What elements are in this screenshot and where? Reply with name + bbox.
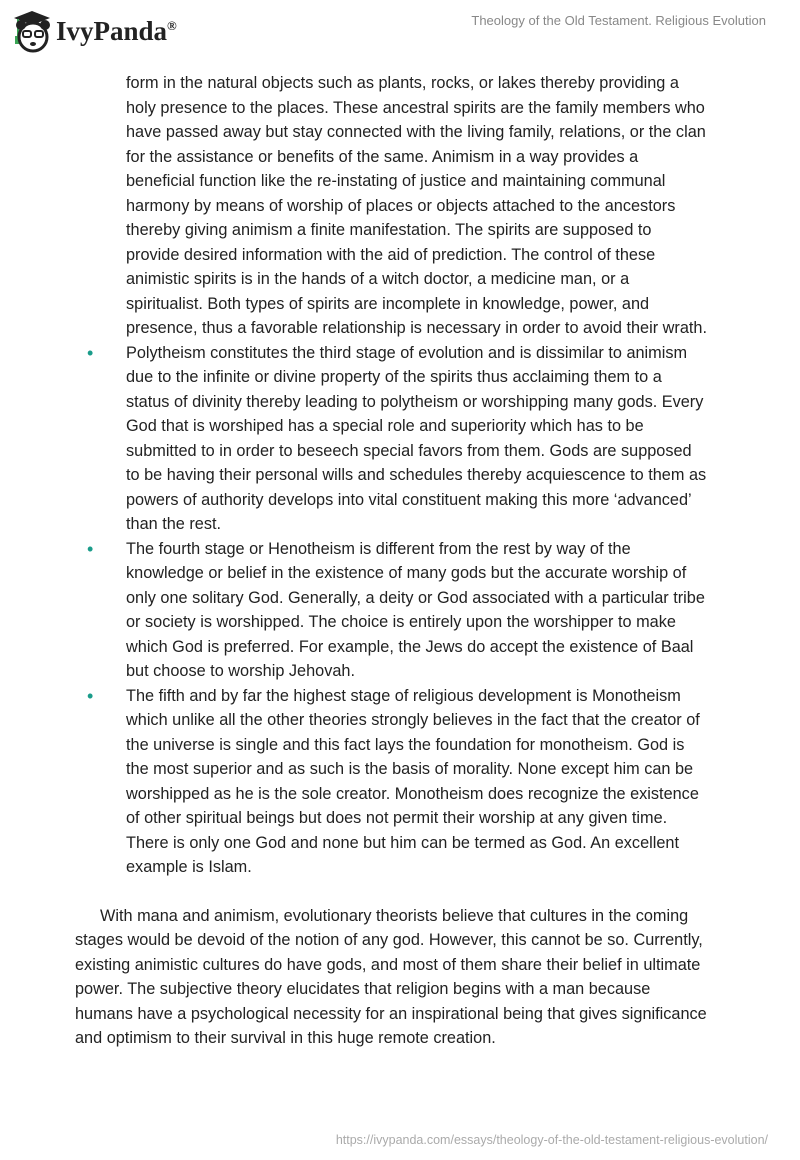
bullet-icon: • <box>87 342 94 363</box>
panda-graduate-icon <box>12 8 52 54</box>
text-line: stages would be devoid of the notion of any god. However, this cannot be so. Currently, <box>75 931 703 949</box>
text-line: and optimism to their survival in this huge remote creation. <box>75 1029 496 1047</box>
text-line: worshipped as he is the sole creator. Monotheism does recognize the existence <box>126 784 699 803</box>
list-item <box>0 537 800 684</box>
text-line: than the rest. <box>126 515 222 533</box>
text-line: but choose to worship Jehovah. <box>126 662 355 680</box>
text-line: of other spiritual beings but does not permit their worship at any given time. <box>126 809 668 827</box>
text-line: due to the infinite or divine property of the spirits thus acclaiming them to a <box>126 368 662 386</box>
text-line: powers of authority develops into vital constituent making this more ‘advanced’ <box>126 490 692 509</box>
text-line: form in the natural objects such as plants, rocks, or lakes thereby providing a <box>126 74 679 92</box>
text-line: submitted to in order to beseech special favors from them. Gods are supposed <box>126 441 692 460</box>
text-line: knowledge or belief in the existence of many gods but the accurate worship of <box>126 564 687 582</box>
text-line: thereby giving animism a finite manifestation. The spirits are supposed to <box>126 221 652 239</box>
bullet-icon: • <box>87 685 94 706</box>
text-line: harmony by means of worship of places or objects attached to the ancestors <box>126 196 676 215</box>
body-paragraph <box>0 904 800 1051</box>
text-line: humans have a psychological necessity for an inspirational being that gives significance <box>75 1004 707 1023</box>
text-line: The fifth and by far the highest stage of religious development is Monotheism <box>126 686 681 705</box>
document-title: Theology of the Old Testament. Religious Evolution <box>471 13 766 28</box>
list-item <box>0 341 800 537</box>
text-line: only one solitary God. Generally, a deity or God associated with a particular tribe <box>126 588 705 607</box>
text-line: the most superior and as such is the basis of morality. None except him can be <box>126 760 694 778</box>
stages-list <box>0 341 800 880</box>
ivypanda-logo[interactable] <box>12 8 177 54</box>
logo-text: IvyPanda® <box>56 15 177 46</box>
text-line: presence, thus a favorable relationship is necessary in order to avoid their wrath. <box>126 319 708 337</box>
text-line: have passed away but stay connected with the living family, relations, or the clan <box>126 123 706 141</box>
text-line: to be having their personal wills and schedules thereby acquiescence to them as <box>126 466 707 484</box>
text-line: holy presence to the places. These ancestral spirits are the family members who <box>126 98 705 117</box>
bullet-icon: • <box>87 538 94 559</box>
text-line: There is only one God and none but him can be termed as God. An excellent <box>126 833 679 852</box>
continuation-paragraph <box>0 71 800 341</box>
text-line: which unlike all the other theories strongly believes in the fact that the creator of <box>126 711 700 729</box>
text-line: With mana and animism, evolutionary theorists believe that cultures in the coming <box>100 906 689 925</box>
text-line: The fourth stage or Henotheism is different from the rest by way of the <box>126 539 631 558</box>
text-line: existing animistic cultures do have gods, and most of them share their belief in ultimate <box>75 955 701 974</box>
text-line: provide desired information with the aid of prediction. The control of these <box>126 245 656 264</box>
text-line: animistic spirits is in the hands of a witch doctor, a medicine man, or a <box>126 270 630 288</box>
text-line: which God is preferred. For example, the Jews do accept the existence of Baal <box>126 637 694 656</box>
text-line: power. The subjective theory elucidates that religion begins with a man because <box>75 980 651 998</box>
text-line: status of divinity thereby leading to polytheism or worshipping many gods. Every <box>126 392 704 411</box>
text-line: spiritualist. Both types of spirits are incomplete in knowledge, power, and <box>126 294 650 313</box>
text-line: the universe is single and this fact lays the foundation for monotheism. God is <box>126 735 685 754</box>
source-url[interactable]: https://ivypanda.com/essays/theology-of-the-old-testament-religious-evolution/ <box>335 1133 768 1147</box>
text-line: for the assistance or benefits of the same. Animism in a way provides a <box>126 147 639 166</box>
text-line: beneficial function like the re-instating of justice and maintaining communal <box>126 172 666 190</box>
text-line: example is Islam. <box>126 858 252 876</box>
text-line: or society is worshipped. The choice is entirely upon the worshipper to make <box>126 613 676 631</box>
essay-body <box>0 71 800 1051</box>
text-line: Polytheism constitutes the third stage of evolution and is dissimilar to animism <box>126 343 688 362</box>
header <box>0 0 800 70</box>
text-line: God that is worshiped has a special role and superiority which has to be <box>126 417 644 435</box>
list-item <box>0 684 800 880</box>
